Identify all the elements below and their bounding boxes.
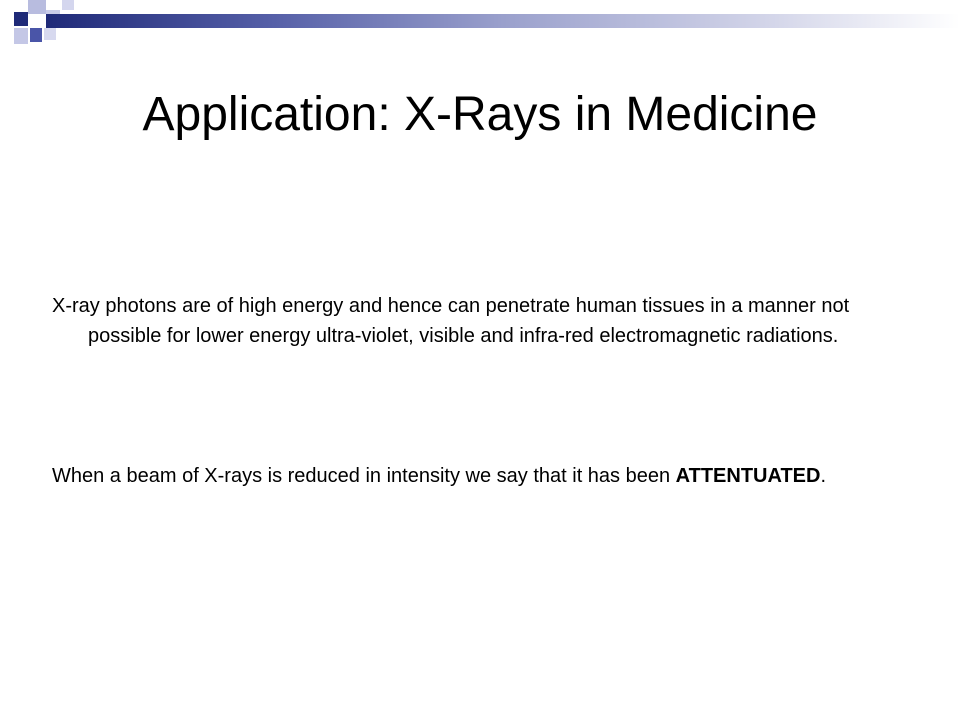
decor-square xyxy=(14,12,28,26)
paragraph-text-after: . xyxy=(820,465,827,487)
body-paragraph-1 xyxy=(52,291,872,351)
slide-title: Application: X-Rays in Medicine xyxy=(142,88,818,141)
decor-square xyxy=(62,0,74,10)
header-gradient-bar xyxy=(46,14,960,28)
paragraph-text-before: When a beam of X-rays is reduced in intensity we say that it has been xyxy=(52,465,676,487)
paragraph-text xyxy=(52,461,872,491)
decorative-squares xyxy=(0,0,80,56)
decor-square xyxy=(28,0,46,14)
decor-square xyxy=(44,28,56,40)
emphasis-term: ATTENTUATED xyxy=(675,465,821,487)
decor-square xyxy=(14,28,28,44)
paragraph-text: X-ray photons are of high energy and hence can penetrate human tissues in a manner not possible for lower energy ultra-violet, visible and infra-red electromagnetic radiations. xyxy=(52,295,850,347)
decor-square xyxy=(30,28,42,42)
body-paragraph-2 xyxy=(52,461,872,491)
